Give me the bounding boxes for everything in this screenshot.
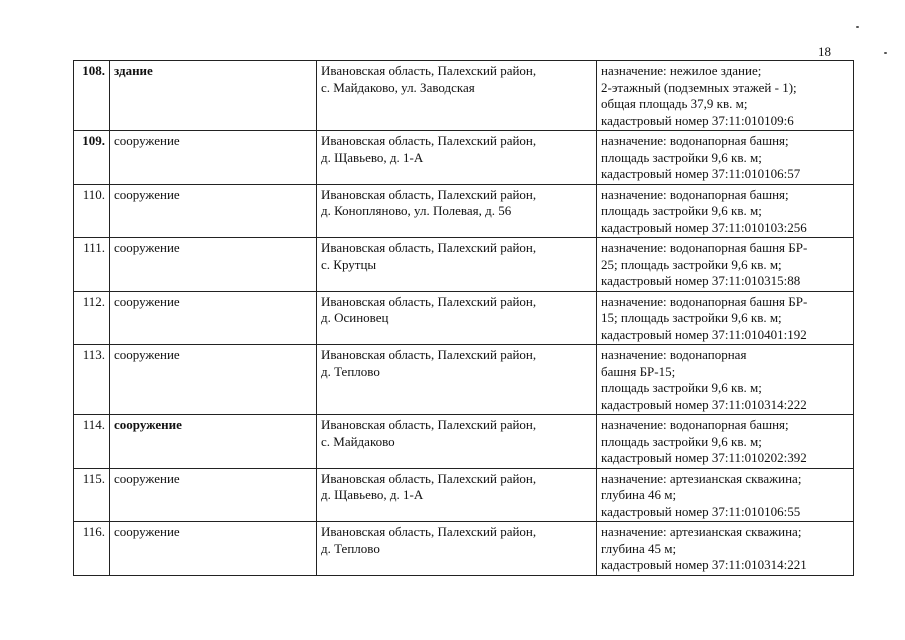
description-line: 15; площадь застройки 9,6 кв. м; bbox=[601, 310, 782, 325]
page-number: 18 bbox=[818, 44, 831, 59]
table-row bbox=[74, 291, 854, 345]
description-line: кадастровый номер 37:11:010314:222 bbox=[601, 396, 807, 412]
address-line: Ивановская область, Палехский район, bbox=[321, 417, 537, 432]
row-number: 112. bbox=[74, 291, 110, 345]
scan-speck bbox=[856, 26, 859, 28]
description-line: назначение: водонапорная башня БР- bbox=[601, 240, 808, 255]
property-registry-table bbox=[73, 60, 854, 576]
address-line: с. Майдаково bbox=[321, 433, 395, 449]
object-type: сооружение bbox=[110, 522, 317, 576]
address-line: с. Майдаково, ул. Заводская bbox=[321, 79, 475, 95]
object-address bbox=[317, 61, 597, 131]
object-type: сооружение bbox=[110, 238, 317, 292]
table-row bbox=[74, 61, 854, 131]
description-line: башня БР-15; bbox=[601, 363, 676, 379]
object-description bbox=[597, 415, 854, 469]
object-description bbox=[597, 291, 854, 345]
row-number: 111. bbox=[74, 238, 110, 292]
description-line: кадастровый номер 37:11:010401:192 bbox=[601, 326, 807, 342]
description-line: глубина 46 м; bbox=[601, 487, 677, 502]
description-line: 25; площадь застройки 9,6 кв. м; bbox=[601, 256, 782, 272]
address-line: Ивановская область, Палехский район, bbox=[321, 240, 537, 255]
object-description bbox=[597, 61, 854, 131]
object-type: здание bbox=[110, 61, 317, 131]
object-description bbox=[597, 345, 854, 415]
row-number: 108. bbox=[74, 61, 110, 131]
description-line: кадастровый номер 37:11:010106:55 bbox=[601, 503, 801, 519]
address-line: д. Теплово bbox=[321, 540, 380, 556]
table-row bbox=[74, 415, 854, 469]
description-line: назначение: водонапорная bbox=[601, 347, 747, 362]
table-row bbox=[74, 131, 854, 185]
object-type: сооружение bbox=[110, 291, 317, 345]
description-line: 2-этажный (подземных этажей - 1); bbox=[601, 79, 797, 95]
description-line: кадастровый номер 37:11:010109:6 bbox=[601, 112, 794, 128]
description-line: назначение: артезианская скважина; bbox=[601, 470, 802, 486]
scan-speck bbox=[884, 52, 887, 54]
address-line: Ивановская область, Палехский район, bbox=[321, 470, 537, 486]
description-line: общая площадь 37,9 кв. м; bbox=[601, 96, 748, 111]
object-address bbox=[317, 184, 597, 238]
object-description bbox=[597, 238, 854, 292]
object-address bbox=[317, 415, 597, 469]
object-type: сооружение bbox=[110, 468, 317, 522]
object-description bbox=[597, 468, 854, 522]
property-registry-body bbox=[74, 61, 854, 576]
description-line: площадь застройки 9,6 кв. м; bbox=[601, 380, 762, 395]
description-line: кадастровый номер 37:11:010202:392 bbox=[601, 450, 807, 465]
address-line: д. Щавьево, д. 1-А bbox=[321, 149, 424, 165]
description-line: глубина 45 м; bbox=[601, 540, 677, 556]
object-address bbox=[317, 345, 597, 415]
address-line: Ивановская область, Палехский район, bbox=[321, 293, 537, 309]
description-line: кадастровый номер 37:11:010315:88 bbox=[601, 273, 801, 288]
object-description bbox=[597, 522, 854, 576]
object-address bbox=[317, 131, 597, 185]
row-number: 114. bbox=[74, 415, 110, 469]
table-row bbox=[74, 522, 854, 576]
address-line: Ивановская область, Палехский район, bbox=[321, 524, 537, 539]
description-line: назначение: водонапорная башня; bbox=[601, 186, 789, 202]
object-type: сооружение bbox=[110, 131, 317, 185]
object-type: сооружение bbox=[110, 184, 317, 238]
object-description bbox=[597, 184, 854, 238]
row-number: 115. bbox=[74, 468, 110, 522]
address-line: д. Щавьево, д. 1-А bbox=[321, 487, 424, 502]
description-line: назначение: нежилое здание; bbox=[601, 63, 762, 78]
description-line: площадь застройки 9,6 кв. м; bbox=[601, 203, 762, 218]
description-line: назначение: водонапорная башня БР- bbox=[601, 293, 808, 309]
address-line: д. Теплово bbox=[321, 363, 380, 379]
description-line: назначение: водонапорная башня; bbox=[601, 133, 789, 148]
object-address bbox=[317, 238, 597, 292]
description-line: кадастровый номер 37:11:010314:221 bbox=[601, 557, 807, 572]
object-type: сооружение bbox=[110, 345, 317, 415]
row-number: 113. bbox=[74, 345, 110, 415]
row-number: 109. bbox=[74, 131, 110, 185]
description-line: кадастровый номер 37:11:010106:57 bbox=[601, 166, 801, 181]
object-description bbox=[597, 131, 854, 185]
object-type: сооружение bbox=[110, 415, 317, 469]
description-line: назначение: артезианская скважина; bbox=[601, 524, 802, 539]
table-row bbox=[74, 184, 854, 238]
address-line: Ивановская область, Палехский район, bbox=[321, 347, 537, 362]
description-line: площадь застройки 9,6 кв. м; bbox=[601, 433, 762, 449]
description-line: площадь застройки 9,6 кв. м; bbox=[601, 149, 762, 165]
address-line: Ивановская область, Палехский район, bbox=[321, 186, 537, 202]
object-address bbox=[317, 522, 597, 576]
object-address bbox=[317, 291, 597, 345]
address-line: Ивановская область, Палехский район, bbox=[321, 133, 537, 148]
address-line: с. Крутцы bbox=[321, 256, 377, 272]
row-number: 110. bbox=[74, 184, 110, 238]
object-address bbox=[317, 468, 597, 522]
address-line: Ивановская область, Палехский район, bbox=[321, 63, 537, 78]
row-number: 116. bbox=[74, 522, 110, 576]
table-row bbox=[74, 238, 854, 292]
table-row bbox=[74, 468, 854, 522]
table-row bbox=[74, 345, 854, 415]
description-line: кадастровый номер 37:11:010103:256 bbox=[601, 219, 807, 235]
address-line: д. Коноплянoво, ул. Полевая, д. 56 bbox=[321, 203, 512, 218]
description-line: назначение: водонапорная башня; bbox=[601, 417, 789, 432]
address-line: д. Осиновец bbox=[321, 310, 389, 325]
